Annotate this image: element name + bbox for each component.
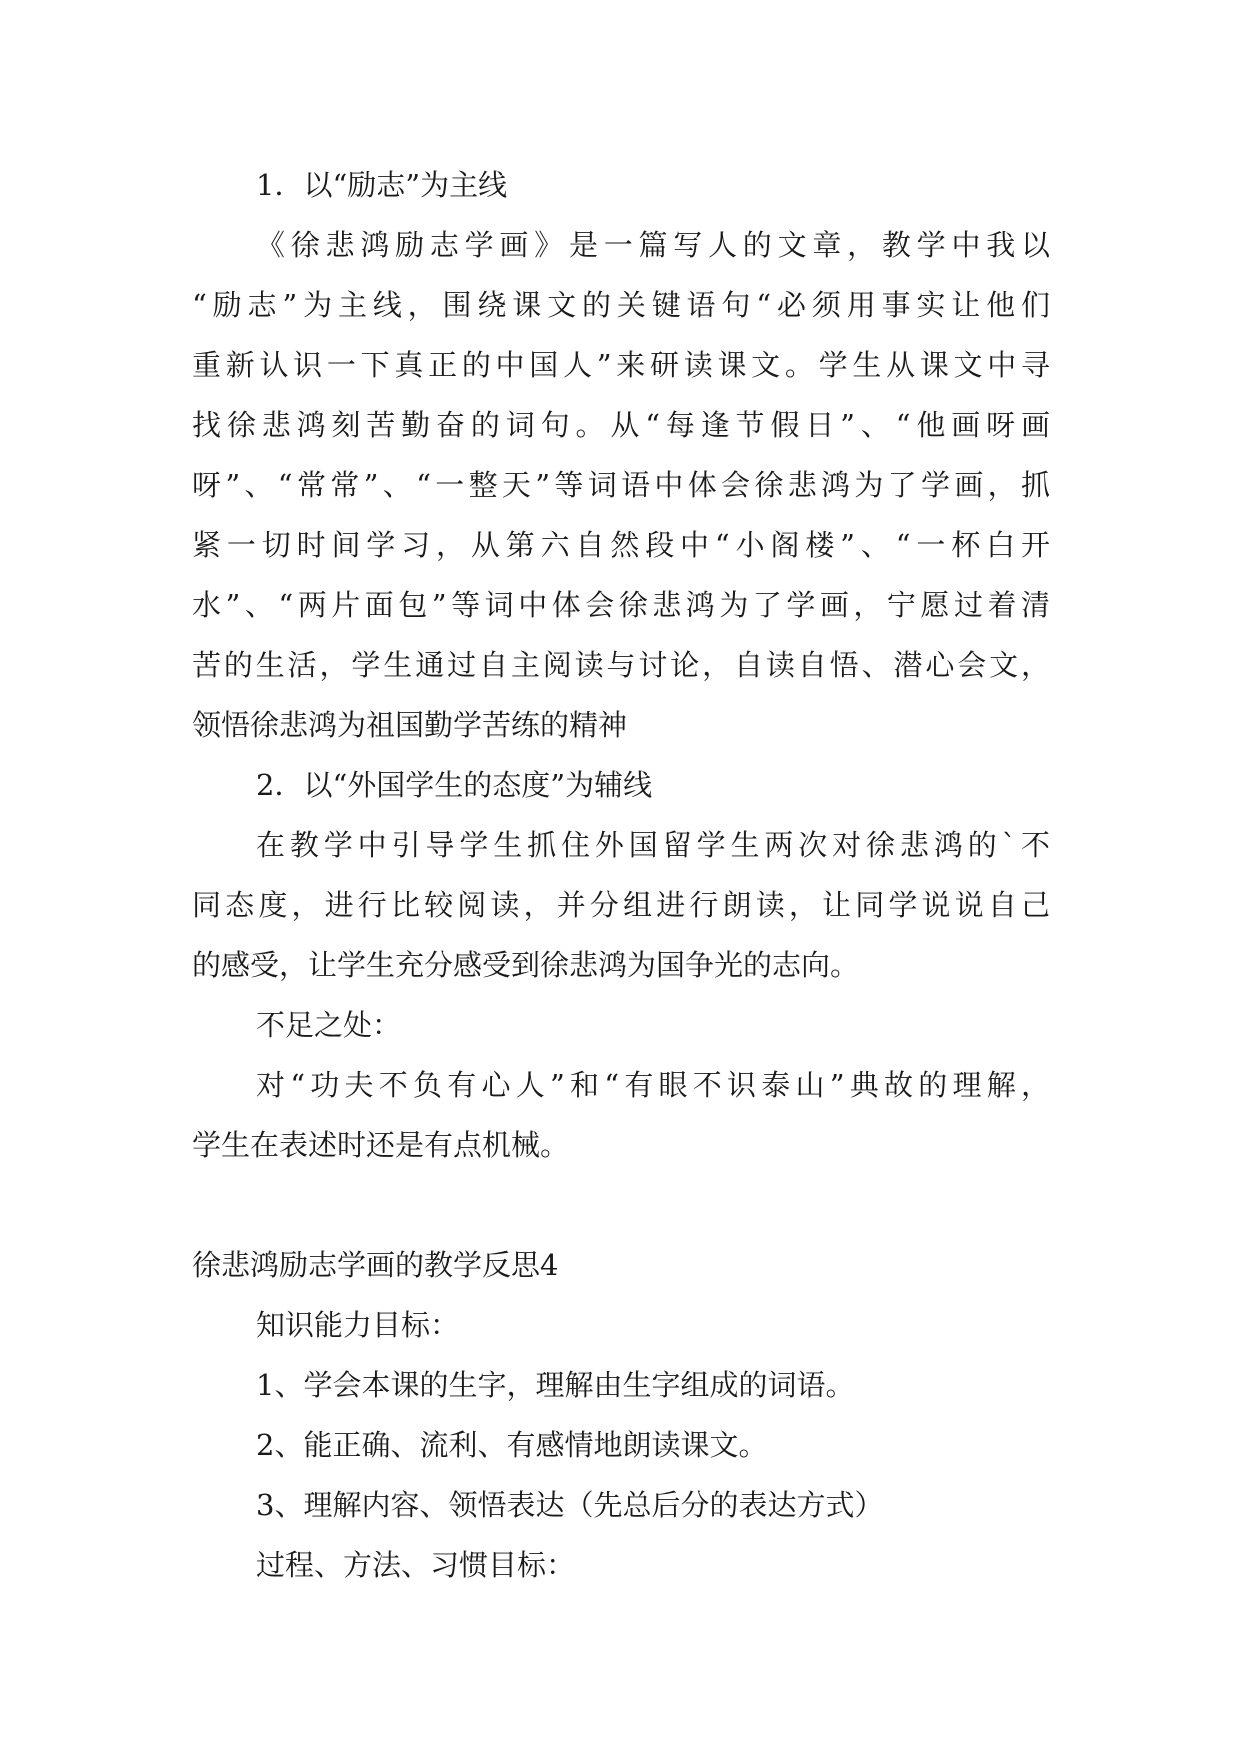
paragraph-line: 学生在表述时还是有点机械。 (192, 1128, 570, 1162)
paragraph-line: 水”、“两片面包”等词中体会徐悲鸿为了学画，宁愿过着清 (192, 588, 1050, 622)
goal-item: 3、理解内容、领悟表达（先总后分的表达方式） (256, 1488, 884, 1522)
section-heading-1: 1．以“励志”为主线 (256, 168, 508, 202)
paragraph-line: 领悟徐悲鸿为祖国勤学苦练的精神 (192, 708, 628, 742)
article-title: 徐悲鸿励志学画的教学反思4 (192, 1248, 559, 1282)
section-heading-2: 2．以“外国学生的态度”为辅线 (256, 768, 653, 802)
paragraph-line: 苦的生活，学生通过自主阅读与讨论，自读自悟、潜心会文， (192, 648, 1050, 682)
paragraph-line: 《徐悲鸿励志学画》是一篇写人的文章，教学中我以 (256, 228, 1050, 262)
paragraph-line: “励志”为主线，围绕课文的关键语句“必须用事实让他们 (192, 288, 1050, 322)
paragraph-line: 对“功夫不负有心人”和“有眼不识泰山”典故的理解， (256, 1068, 1050, 1102)
goal-item: 2、能正确、流利、有感情地朗读课文。 (256, 1428, 768, 1462)
process-goals-heading: 过程、方法、习惯目标： (256, 1548, 576, 1582)
goals-heading: 知识能力目标： (256, 1308, 460, 1342)
paragraph-line: 找徐悲鸿刻苦勤奋的词句。从“每逢节假日”、“他画呀画 (192, 408, 1050, 442)
goal-item: 1、学会本课的生字，理解由生字组成的词语。 (256, 1368, 855, 1402)
paragraph-line: 同态度，进行比较阅读，并分组进行朗读，让同学说说自己 (192, 888, 1050, 922)
paragraph-line: 在教学中引导学生抓住外国留学生两次对徐悲鸿的`不 (256, 828, 1050, 862)
paragraph-line: 呀”、“常常”、“一整天”等词语中体会徐悲鸿为了学画，抓 (192, 468, 1050, 502)
paragraph-line: 的感受，让学生充分感受到徐悲鸿为国争光的志向。 (192, 948, 860, 982)
paragraph-line: 重新认识一下真正的中国人”来研读课文。学生从课文中寻 (192, 348, 1050, 382)
paragraph-line: 紧一切时间学习，从第六自然段中“小阁楼”、“一杯白开 (192, 528, 1050, 562)
shortcomings-heading: 不足之处： (256, 1008, 402, 1042)
